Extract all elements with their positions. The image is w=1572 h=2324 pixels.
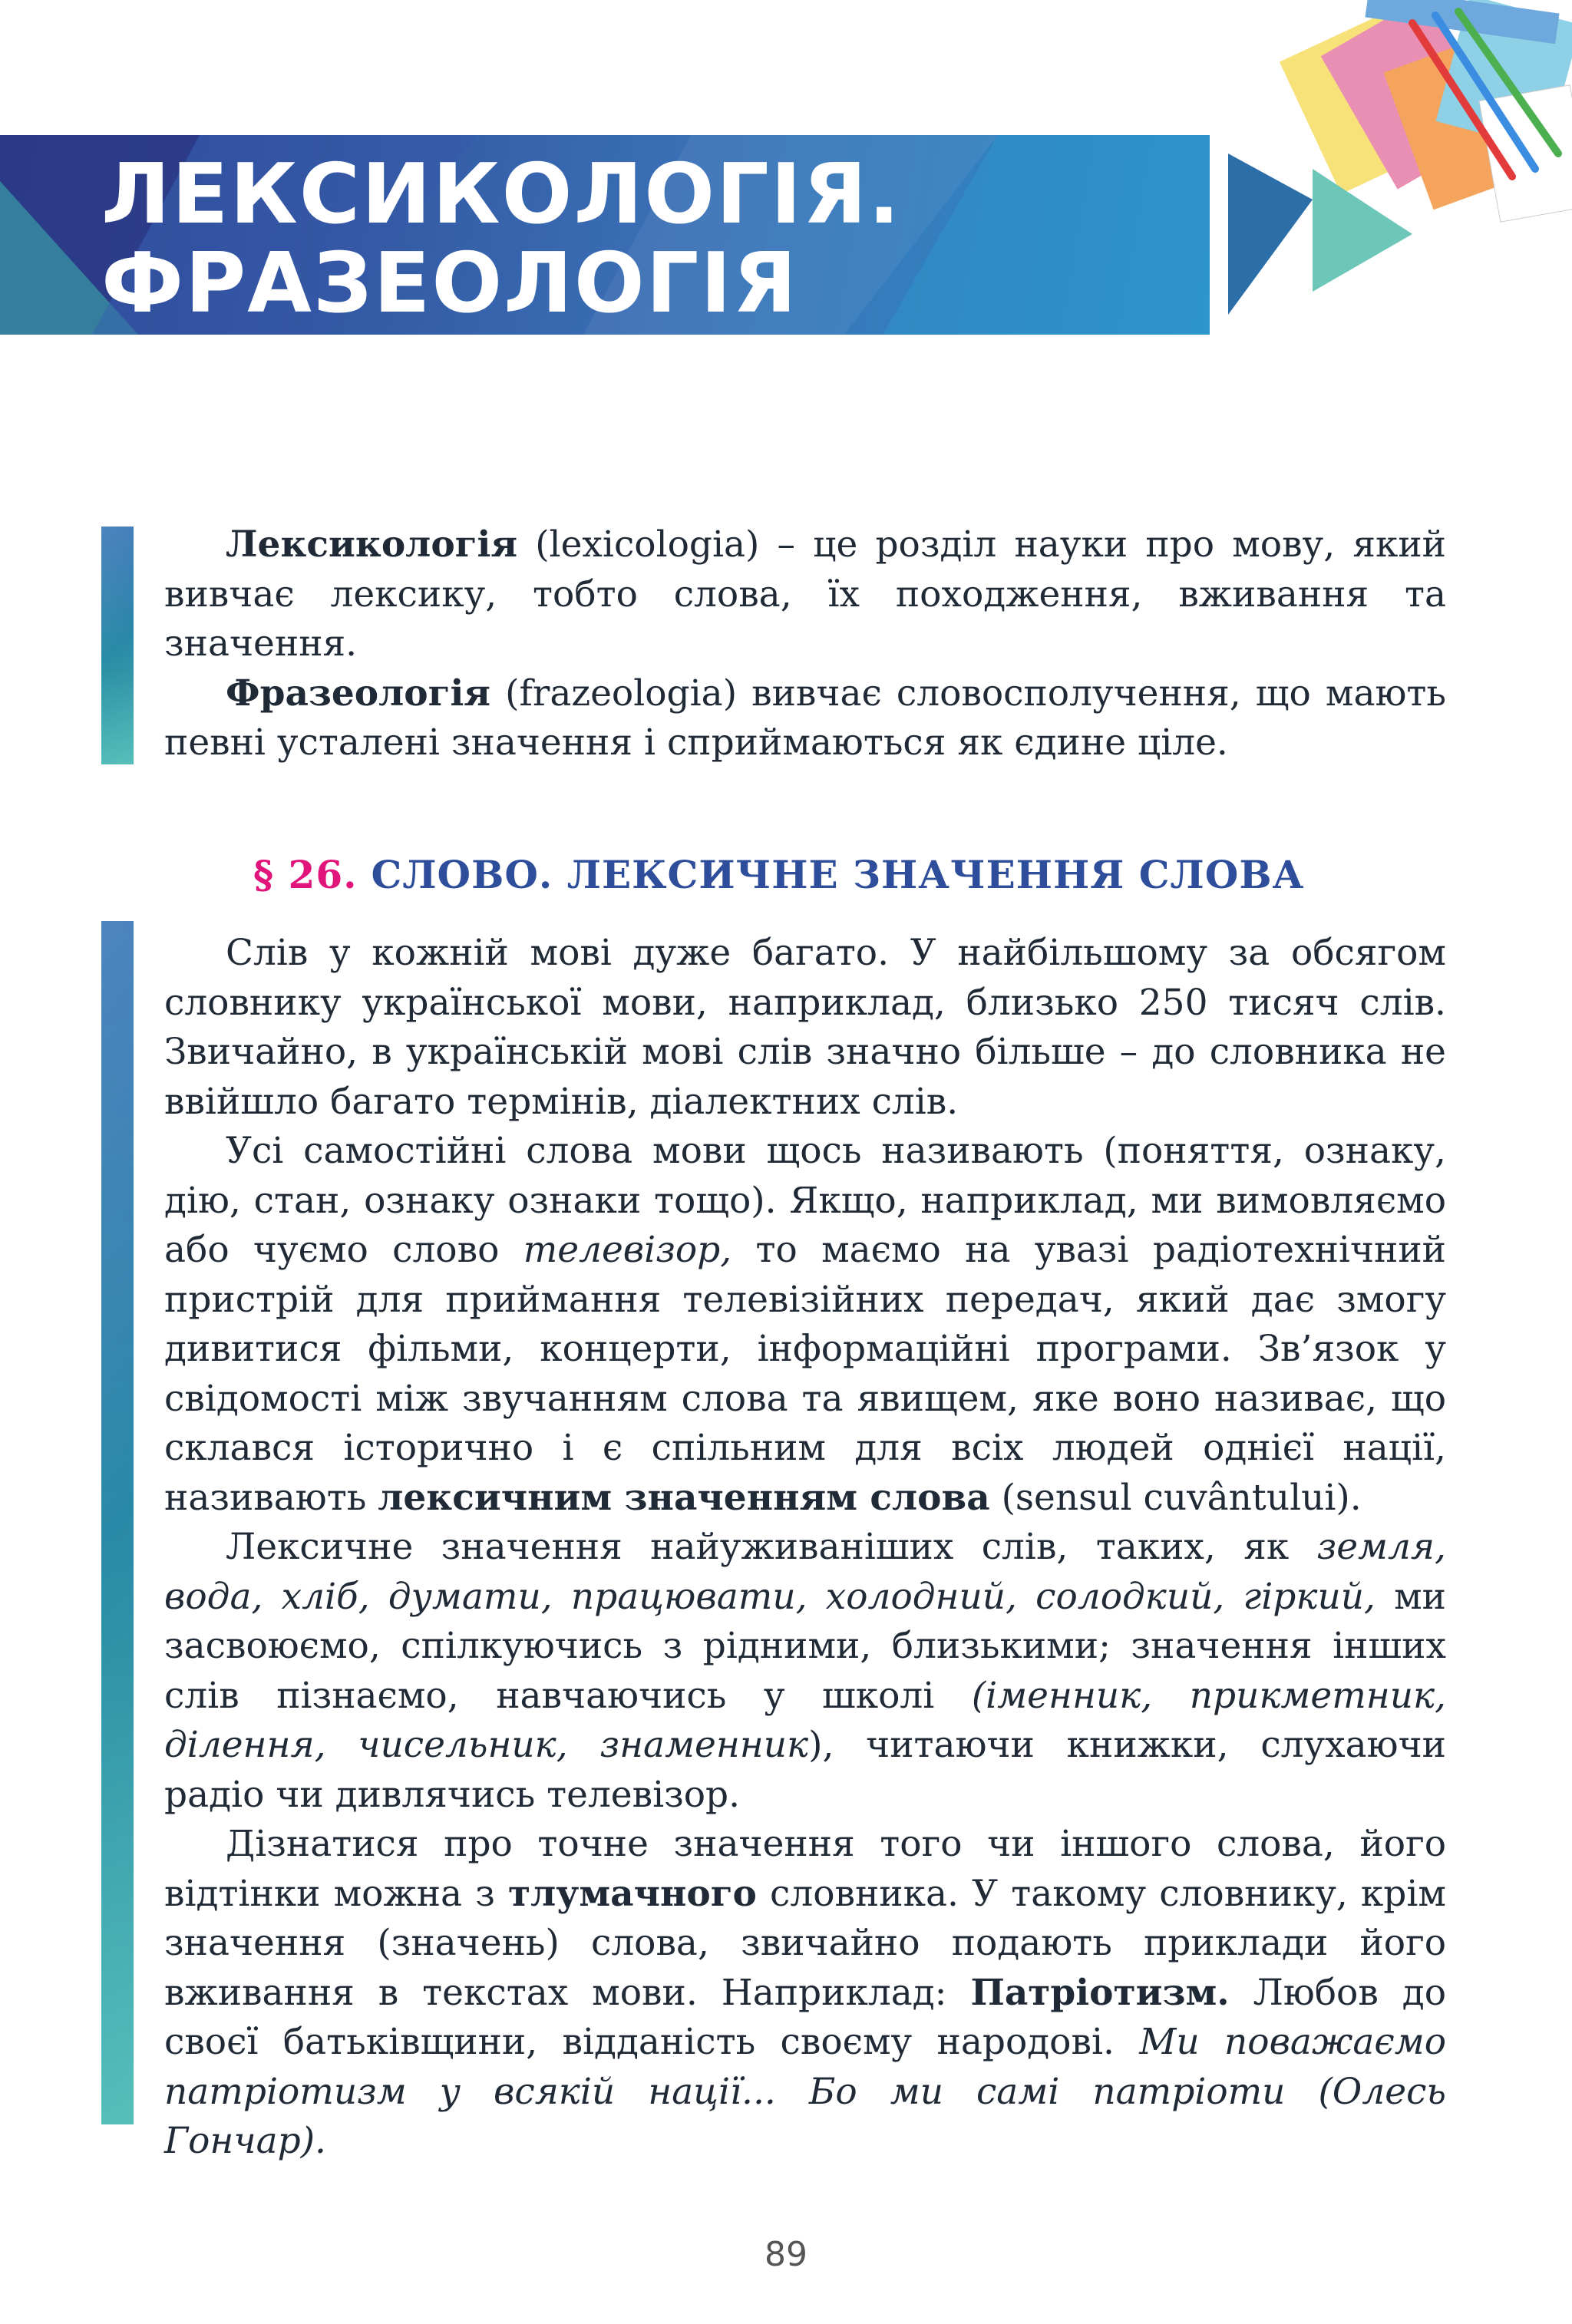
chapter-title-line1: ЛЕКСИКОЛОГІЯ.	[101, 147, 902, 243]
body-paragraph-3: Лексичне значення найуживаніших слів, таких, як земля, вода, хліб, думати, працювати, холодний, солодкий, гіркий, ми засвоюємо, спілкуючись з рідними, близькими; значення інших слів пізнаємо, навчаючись у школі (іменник, прикметник, ділення, чисельник, знаменник), читаючи книжки, слухаючи радіо чи дивлячись телевізор.	[164, 1526, 1447, 1816]
definition-phraseology: Фразеологія (frazeologia) вивчає словосполучення, що мають певні усталені значення і сприймаються як єдине ціле.	[164, 672, 1446, 764]
body-text	[164, 929, 1446, 2167]
body-paragraph-2: Усі самостійні слова мови щось називають (поняття, ознаку, дію, стан, ознаку ознаки тощо). Якщо, наприклад, ми вимовляємо або чуємо слово телевізор, то маємо на увазі радіотехнічний пристрій для приймання телевізійних передач, який дає змогу дивитися фільми, концерти, інформаційні програми. Зв’язок у свідомості між звучанням слова та явищем, яке воно називає, що склався історично і є спільним для всіх людей однієї нації, називають лексичним значенням слова (sensul cuvântului).	[164, 1130, 1446, 1519]
body-paragraph-4: Дізнатися про точне значення того чи іншого слова, його відтінки можна з тлумачного словника. У такому словнику, крім значення (значень) слова, звичайно подають приклади його вживання в текстах мови. Наприклад: Патріотизм. Любов до своєї батьківщини, відданість своєму народові. Ми поважаємо патріотизм у всякій нації... Бо ми самі патріоти (Олесь Гончар).	[164, 1823, 1446, 2162]
body-side-bar	[101, 921, 134, 2124]
body-paragraph-1: Слів у кожній мові дуже багато. У найбільшому за обсягом словнику української мови, наприклад, близько 250 тисяч слів. Звичайно, в українській мові слів значно більше – до словника не ввійшло багато термінів, діалектних слів.	[164, 932, 1446, 1123]
section-number: § 26.	[253, 852, 358, 897]
chapter-banner	[0, 135, 1210, 335]
page-number: 89	[765, 2235, 807, 2274]
definition-lexicology: Лексикологія (lexicologia) – це розділ науки про мову, який вивчає лексику, тобто слова, їх походження, вживання та значення.	[164, 523, 1446, 665]
chapter-title	[101, 147, 902, 332]
section-title-text: СЛОВО. ЛЕКСИЧНЕ ЗНАЧЕННЯ СЛОВА	[371, 852, 1305, 897]
section-heading	[253, 852, 1304, 897]
intro-side-bar	[101, 527, 134, 764]
chapter-title-line2: ФРАЗЕОЛОГІЯ	[101, 236, 798, 332]
intro-definitions	[164, 520, 1446, 768]
arrow-decoration-icon	[1228, 154, 1412, 322]
